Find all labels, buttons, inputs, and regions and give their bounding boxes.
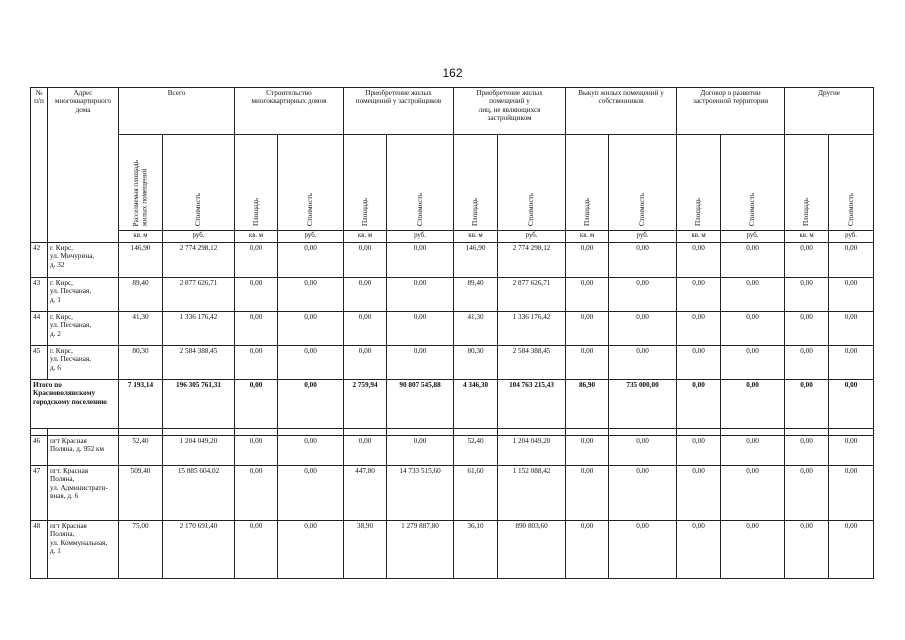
unit-rub: руб.	[163, 231, 235, 243]
row-address: пгт. Красная Поляна, ул. Администрати- вная, д. 6	[48, 466, 119, 521]
spacer-cell	[609, 429, 677, 436]
total-area: 0,00	[677, 380, 721, 429]
unit-rub: руб.	[498, 231, 566, 243]
cell-cost: 2 584 388,45	[163, 346, 235, 380]
subheader-cost	[498, 135, 566, 231]
row-address: г. Кирс, ул. Песчаная, д. 6	[48, 346, 119, 380]
cell-cost: 0,00	[721, 521, 785, 579]
cell-area: 80,30	[454, 346, 498, 380]
row-address: г. Кирс, ул. Мичурина, д. 32	[48, 243, 119, 278]
subheader-cost	[278, 135, 344, 231]
cell-area: 0,00	[677, 436, 721, 466]
group-buyout-header: Выкуп жилых помещений у собственников	[566, 88, 677, 135]
cell-area: 52,40	[454, 436, 498, 466]
subheader-cost-label: Стоимость	[638, 192, 647, 226]
row-number: 48	[31, 521, 48, 579]
cell-area: 41,30	[119, 312, 163, 346]
subheader-area	[235, 135, 278, 231]
spacer-cell	[785, 429, 829, 436]
total-cost: 0,00	[829, 380, 874, 429]
spacer-cell	[119, 429, 163, 436]
table-row	[31, 312, 874, 346]
cell-area: 0,00	[344, 346, 387, 380]
spacer-cell	[31, 429, 48, 436]
row-number: 46	[31, 436, 48, 466]
table-row	[31, 466, 874, 521]
total-label: Итого по Красноволянскому городскому поселению	[31, 380, 119, 429]
cell-area: 75,00	[119, 521, 163, 579]
cell-area: 146,90	[119, 243, 163, 278]
unit-sqm: кв. м	[785, 231, 829, 243]
group-development-contract-header: Договор о развитии застроенной территории	[677, 88, 785, 135]
row-number: 45	[31, 346, 48, 380]
cell-cost: 0,00	[829, 521, 874, 579]
subheader-area	[344, 135, 387, 231]
subheader-cost	[609, 135, 677, 231]
cell-area: 0,00	[235, 346, 278, 380]
cell-cost: 0,00	[721, 346, 785, 380]
row-number: 42	[31, 243, 48, 278]
cell-cost: 0,00	[609, 521, 677, 579]
cell-cost: 14 733 515,60	[387, 466, 454, 521]
cell-area: 0,00	[235, 436, 278, 466]
cell-area: 38,90	[344, 521, 387, 579]
total-cost: 0,00	[721, 380, 785, 429]
subheader-area-label: Площадь	[582, 197, 591, 226]
cell-area: 0,00	[235, 278, 278, 312]
cell-cost: 0,00	[829, 278, 874, 312]
cell-cost: 1 336 176,42	[498, 312, 566, 346]
cell-area: 0,00	[566, 243, 609, 278]
total-area: 4 346,30	[454, 380, 498, 429]
subheader-cost-label: Стоимость	[846, 192, 855, 226]
cell-cost: 1 279 887,80	[387, 521, 454, 579]
cell-cost: 0,00	[278, 312, 344, 346]
cell-cost: 0,00	[387, 436, 454, 466]
cell-cost: 0,00	[609, 346, 677, 380]
subheader-cost-label: Стоимость	[748, 192, 757, 226]
row-address: пгт Красная Поляна, д. 952 км	[48, 436, 119, 466]
cell-area: 0,00	[344, 436, 387, 466]
cell-area: 0,00	[677, 278, 721, 312]
cell-cost: 890 803,60	[498, 521, 566, 579]
cell-cost: 0,00	[278, 436, 344, 466]
cell-area: 0,00	[344, 278, 387, 312]
cell-area: 0,00	[566, 346, 609, 380]
header-row	[31, 88, 874, 135]
subheader-area-label: Расселяемая площадь жилых помещений	[132, 159, 149, 226]
unit-sqm: кв. м	[566, 231, 609, 243]
group-total-header: Всего	[119, 88, 235, 135]
unit-sqm: кв. м	[119, 231, 163, 243]
subheader-area-label: Площадь	[802, 197, 811, 226]
spacer-cell	[677, 429, 721, 436]
cell-cost: 1 204 049,20	[163, 436, 235, 466]
cell-cost: 0,00	[609, 466, 677, 521]
cell-cost: 1 204 049,20	[498, 436, 566, 466]
cell-area: 447,80	[344, 466, 387, 521]
cell-cost: 2 774 298,12	[163, 243, 235, 278]
cell-area: 0,00	[344, 312, 387, 346]
group-construction-header: Строительство многоквартирных домов	[235, 88, 344, 135]
cell-area: 0,00	[785, 278, 829, 312]
cell-area: 61,60	[454, 466, 498, 521]
cell-area: 80,30	[119, 346, 163, 380]
unit-rub: руб.	[609, 231, 677, 243]
spacer-cell	[498, 429, 566, 436]
cell-area: 0,00	[785, 521, 829, 579]
subheader-area-label: Площадь	[471, 197, 480, 226]
cell-cost: 0,00	[721, 243, 785, 278]
spacer-cell	[454, 429, 498, 436]
subheader-area-label: Площадь	[251, 197, 260, 226]
group-nondeveloper-purchase-header: Приобретение жилых помещений у лиц, не являющихся застройщиком	[454, 88, 566, 135]
cell-area: 0,00	[677, 466, 721, 521]
cell-area: 0,00	[235, 466, 278, 521]
cell-area: 509,40	[119, 466, 163, 521]
cell-cost: 0,00	[609, 436, 677, 466]
table-row	[31, 521, 874, 579]
spacer-cell	[278, 429, 344, 436]
subheader-area-label: Площадь	[694, 197, 703, 226]
total-cost: 104 763 215,43	[498, 380, 566, 429]
table-row	[31, 436, 874, 466]
cell-cost: 0,00	[721, 278, 785, 312]
cell-cost: 0,00	[278, 521, 344, 579]
total-cost: 196 305 761,31	[163, 380, 235, 429]
cell-area: 0,00	[677, 346, 721, 380]
subheader-cost	[829, 135, 874, 231]
cell-area: 0,00	[785, 243, 829, 278]
unit-sqm: кв. м	[344, 231, 387, 243]
total-row	[31, 380, 874, 429]
subheader-area-label: Площадь	[360, 197, 369, 226]
cell-cost: 0,00	[609, 243, 677, 278]
subheader-cost-label: Стоимость	[306, 192, 315, 226]
unit-sqm: кв. м	[677, 231, 721, 243]
cell-area: 0,00	[566, 278, 609, 312]
row-address: пгт Красная Поляна, ул. Коммунальная, д. 1	[48, 521, 119, 579]
total-area: 2 759,94	[344, 380, 387, 429]
cell-area: 0,00	[566, 312, 609, 346]
cell-area: 0,00	[235, 243, 278, 278]
spacer-cell	[235, 429, 278, 436]
cell-cost: 0,00	[609, 278, 677, 312]
cell-cost: 0,00	[721, 466, 785, 521]
cell-cost: 0,00	[278, 346, 344, 380]
resettlement-table	[30, 87, 874, 579]
unit-sqm: кв. м	[454, 231, 498, 243]
total-area: 0,00	[235, 380, 278, 429]
spacer-cell	[829, 429, 874, 436]
cell-cost: 0,00	[387, 278, 454, 312]
spacer-cell	[344, 429, 387, 436]
row-number: 43	[31, 278, 48, 312]
cell-area: 146,90	[454, 243, 498, 278]
cell-cost: 0,00	[387, 346, 454, 380]
cell-cost: 15 885 604,02	[163, 466, 235, 521]
cell-cost: 0,00	[829, 312, 874, 346]
subheader-cost	[721, 135, 785, 231]
cell-cost: 0,00	[278, 278, 344, 312]
cell-cost: 2 584 388,45	[498, 346, 566, 380]
page-number: 162	[442, 66, 463, 80]
table-row	[31, 278, 874, 312]
cell-area: 0,00	[566, 521, 609, 579]
subheader-area	[454, 135, 498, 231]
cell-cost: 0,00	[829, 436, 874, 466]
cell-cost: 0,00	[829, 466, 874, 521]
row-number: 44	[31, 312, 48, 346]
cell-area: 0,00	[785, 436, 829, 466]
cell-area: 0,00	[566, 466, 609, 521]
cell-area: 0,00	[235, 312, 278, 346]
col-address-header: Адрес многоквартирного дома	[48, 88, 119, 243]
cell-area: 0,00	[785, 346, 829, 380]
spacer-cell	[163, 429, 235, 436]
subheader-cost-label: Стоимость	[527, 192, 536, 226]
unit-sqm: кв. м	[235, 231, 278, 243]
cell-cost: 0,00	[721, 312, 785, 346]
cell-cost: 2 170 691,40	[163, 521, 235, 579]
cell-area: 0,00	[677, 521, 721, 579]
subheader-area	[677, 135, 721, 231]
cell-area: 36,10	[454, 521, 498, 579]
subheader-area	[785, 135, 829, 231]
cell-area: 0,00	[677, 312, 721, 346]
cell-cost: 0,00	[278, 466, 344, 521]
cell-area: 0,00	[344, 243, 387, 278]
unit-rub: руб.	[387, 231, 454, 243]
cell-area: 89,40	[119, 278, 163, 312]
subheader-cost	[387, 135, 454, 231]
col-no-header: № п/п	[31, 88, 48, 243]
group-other-header: Другие	[785, 88, 874, 135]
cell-cost: 0,00	[387, 243, 454, 278]
unit-rub: руб.	[721, 231, 785, 243]
subheader-cost-label: Стоимость	[415, 192, 424, 226]
spacer-cell	[48, 429, 119, 436]
subheader-cost	[163, 135, 235, 231]
group-developer-purchase-header: Приобретение жилых помещений у застройщиков	[344, 88, 454, 135]
unit-rub: руб.	[829, 231, 874, 243]
total-cost: 0,00	[278, 380, 344, 429]
total-cost: 90 807 545,88	[387, 380, 454, 429]
total-area: 0,00	[785, 380, 829, 429]
cell-area: 89,40	[454, 278, 498, 312]
spacer-cell	[566, 429, 609, 436]
subheader-row	[31, 135, 874, 231]
row-address: г. Кирс, ул. Песчаная, д. 1	[48, 278, 119, 312]
spacer-row	[31, 429, 874, 436]
subheader-area	[119, 135, 163, 231]
cell-cost: 0,00	[829, 243, 874, 278]
cell-cost: 1 152 088,42	[498, 466, 566, 521]
cell-area: 41,30	[454, 312, 498, 346]
cell-cost: 0,00	[721, 436, 785, 466]
cell-cost: 2 774 298,12	[498, 243, 566, 278]
total-area: 7 193,14	[119, 380, 163, 429]
unit-rub: руб.	[278, 231, 344, 243]
cell-cost: 0,00	[387, 312, 454, 346]
cell-cost: 0,00	[609, 312, 677, 346]
spacer-cell	[721, 429, 785, 436]
cell-cost: 2 877 626,71	[498, 278, 566, 312]
spacer-cell	[387, 429, 454, 436]
cell-area: 0,00	[785, 466, 829, 521]
row-address: г. Кирс, ул. Песчаная, д. 2	[48, 312, 119, 346]
cell-area: 0,00	[235, 521, 278, 579]
cell-area: 0,00	[785, 312, 829, 346]
cell-area: 52,40	[119, 436, 163, 466]
table-row	[31, 243, 874, 278]
cell-cost: 0,00	[829, 346, 874, 380]
cell-cost: 1 336 176,42	[163, 312, 235, 346]
units-row	[31, 231, 874, 243]
cell-area: 0,00	[677, 243, 721, 278]
subheader-cost-label: Стоимость	[194, 192, 203, 226]
total-cost: 735 000,00	[609, 380, 677, 429]
subheader-area	[566, 135, 609, 231]
total-area: 86,90	[566, 380, 609, 429]
table-row	[31, 346, 874, 380]
cell-cost: 0,00	[278, 243, 344, 278]
row-number: 47	[31, 466, 48, 521]
cell-area: 0,00	[566, 436, 609, 466]
cell-cost: 2 877 626,71	[163, 278, 235, 312]
